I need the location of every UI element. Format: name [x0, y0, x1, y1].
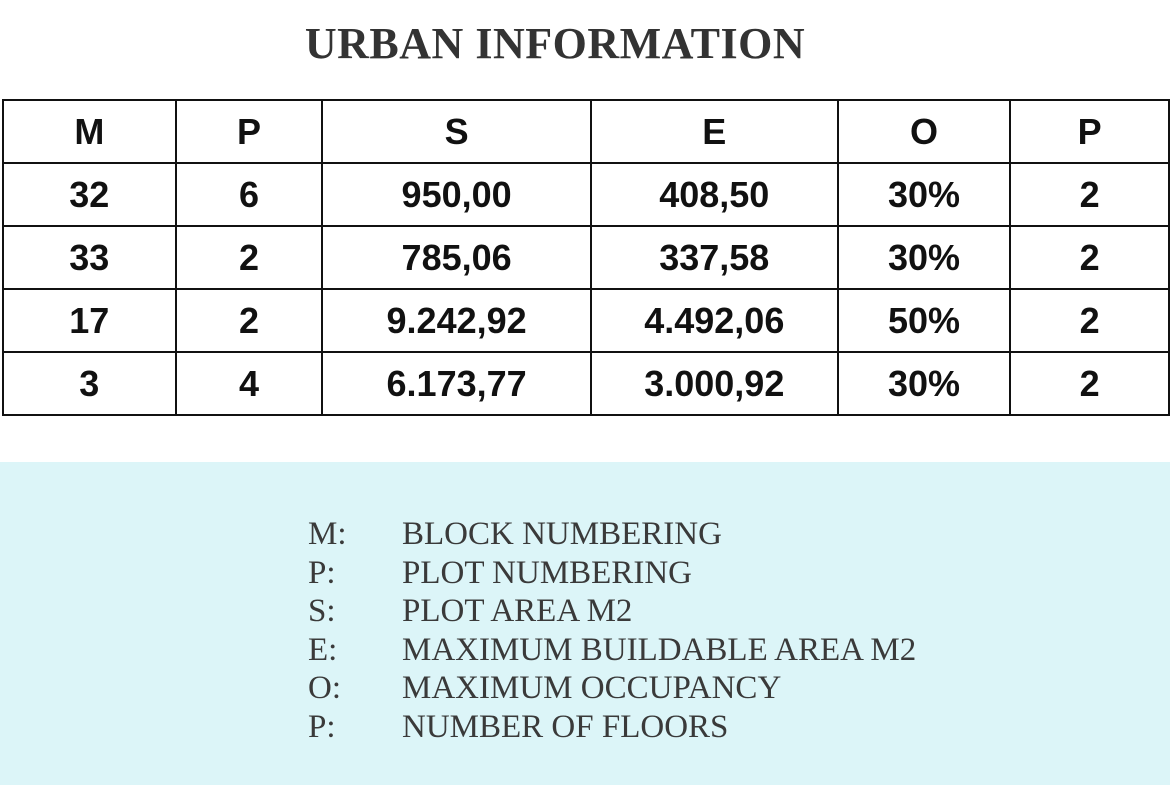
column-header-occupancy: O [838, 100, 1011, 163]
legend-item [308, 708, 916, 747]
legend-item [308, 592, 916, 631]
cell-plot: 4 [176, 352, 323, 415]
cell-floors: 2 [1010, 352, 1169, 415]
cell-plot-area: 785,06 [322, 226, 591, 289]
legend-label: BLOCK NUMBERING [402, 516, 722, 552]
legend-key: P: [308, 554, 336, 591]
legend-label: PLOT NUMBERING [402, 554, 692, 591]
cell-buildable-area: 3.000,92 [591, 352, 838, 415]
legend-label: NUMBER OF FLOORS [402, 708, 729, 745]
cell-occupancy: 50% [838, 289, 1011, 352]
legend-key: P: [308, 708, 336, 745]
column-header-block: M [3, 100, 176, 163]
legend-key: M: [308, 516, 347, 552]
cell-plot-area: 6.173,77 [322, 352, 591, 415]
cell-plot-area: 9.242,92 [322, 289, 591, 352]
table-row [3, 226, 1169, 289]
cell-floors: 2 [1010, 289, 1169, 352]
column-header-buildable-area: E [591, 100, 838, 163]
legend-label: MAXIMUM OCCUPANCY [402, 670, 782, 706]
legend-item [308, 669, 916, 708]
cell-occupancy: 30% [838, 226, 1011, 289]
legend [308, 515, 916, 746]
column-header-plot-area: S [322, 100, 591, 163]
cell-plot: 2 [176, 289, 323, 352]
cell-buildable-area: 4.492,06 [591, 289, 838, 352]
legend-label: MAXIMUM BUILDABLE AREA M2 [402, 631, 917, 668]
legend-item [308, 631, 916, 670]
table-row [3, 163, 1169, 226]
legend-item [308, 554, 916, 593]
cell-occupancy: 30% [838, 352, 1011, 415]
cell-block: 3 [3, 352, 176, 415]
cell-plot-area: 950,00 [322, 163, 591, 226]
legend-key: O: [308, 670, 341, 706]
legend-key: S: [308, 593, 336, 629]
cell-floors: 2 [1010, 226, 1169, 289]
legend-panel [0, 462, 1170, 785]
cell-block: 33 [3, 226, 176, 289]
cell-block: 17 [3, 289, 176, 352]
cell-buildable-area: 337,58 [591, 226, 838, 289]
cell-buildable-area: 408,50 [591, 163, 838, 226]
column-header-plot: P [176, 100, 323, 163]
urban-info-table [2, 99, 1170, 416]
table-row [3, 289, 1169, 352]
legend-key: E: [308, 631, 338, 668]
table-header-row [3, 100, 1169, 163]
column-header-floors: P [1010, 100, 1169, 163]
cell-floors: 2 [1010, 163, 1169, 226]
cell-plot: 6 [176, 163, 323, 226]
cell-plot: 2 [176, 226, 323, 289]
legend-label: PLOT AREA M2 [402, 593, 633, 629]
cell-occupancy: 30% [838, 163, 1011, 226]
page-title: URBAN INFORMATION [304, 19, 806, 68]
table-row [3, 352, 1169, 415]
cell-block: 32 [3, 163, 176, 226]
legend-item [308, 515, 916, 554]
